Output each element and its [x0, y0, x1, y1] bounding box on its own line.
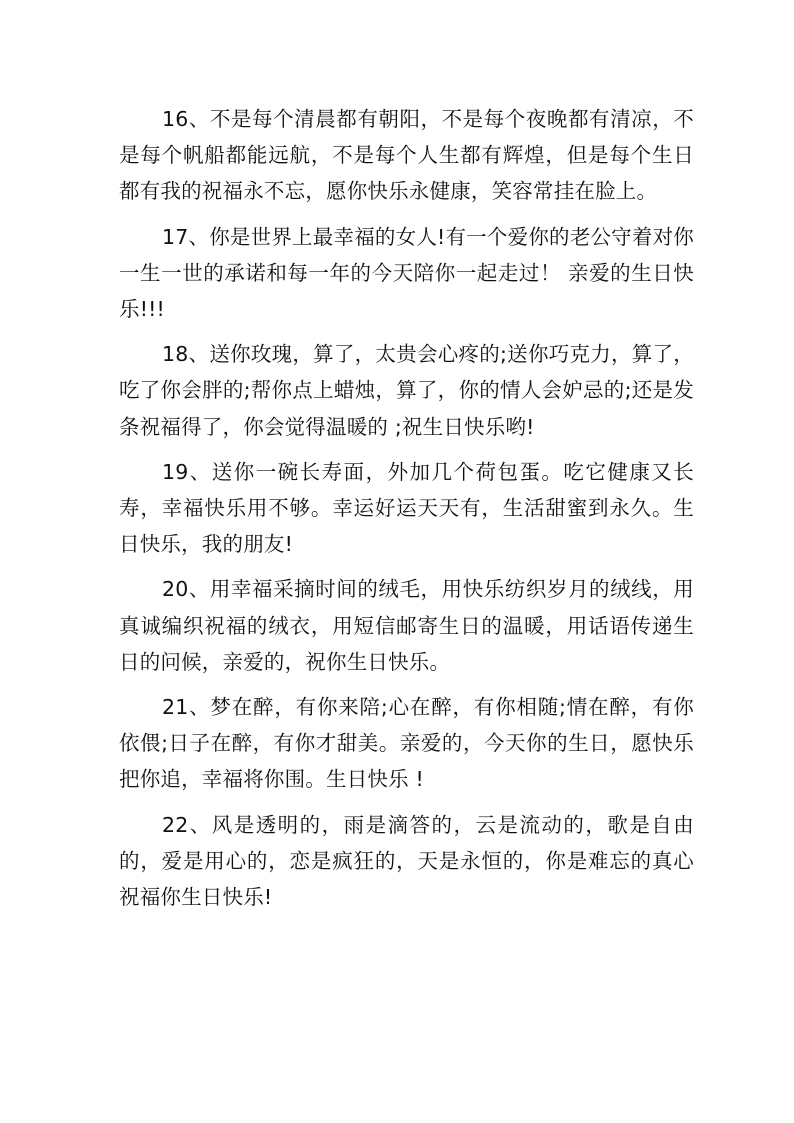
- paragraph-20: 20、用幸福采摘时间的绒毛，用快乐纺织岁月的绒线，用真诚编织祝福的绒衣，用短信邮寄生日的温暖，用话语传递生日的问候，亲爱的，祝你生日快乐。: [119, 577, 694, 674]
- paragraph-19: 19、送你一碗长寿面，外加几个荷包蛋。吃它健康又长寿，幸福快乐用不够。幸运好运天天有，生活甜蜜到永久。生日快乐，我的朋友!: [119, 459, 694, 557]
- document-body: [119, 101, 694, 924]
- paragraph-21: 21、梦在醉，有你来陪;心在醉，有你相随;情在醉，有你依偎;日子在醉，有你才甜美。亲爱的，今天你的生日，愿快乐把你追，幸福将你围。生日快乐 !: [119, 695, 694, 792]
- paragraph-17: 17、你是世界上最幸福的女人!有一个爱你的老公守着对你一生一世的承诺和每一年的今天陪你一起走过！ 亲爱的生日快乐!!!: [119, 224, 694, 322]
- paragraph-18: 18、送你玫瑰，算了，太贵会心疼的;送你巧克力，算了，吃了你会胖的;帮你点上蜡烛，算了，你的情人会妒忌的;还是发条祝福得了，你会觉得温暖的 ;祝生日快乐哟!: [119, 342, 694, 439]
- paragraph-16: 16、不是每个清晨都有朝阳，不是每个夜晚都有清凉，不是每个帆船都能远航，不是每个人生都有辉煌，但是每个生日都有我的祝福永不忘，愿你快乐永健康，笑容常挂在脸上。: [119, 107, 694, 204]
- paragraph-22: 22、风是透明的，雨是滴答的，云是流动的，歌是自由的，爱是用心的，恋是疯狂的，天是永恒的，你是难忘的真心祝福你生日快乐!: [119, 812, 694, 910]
